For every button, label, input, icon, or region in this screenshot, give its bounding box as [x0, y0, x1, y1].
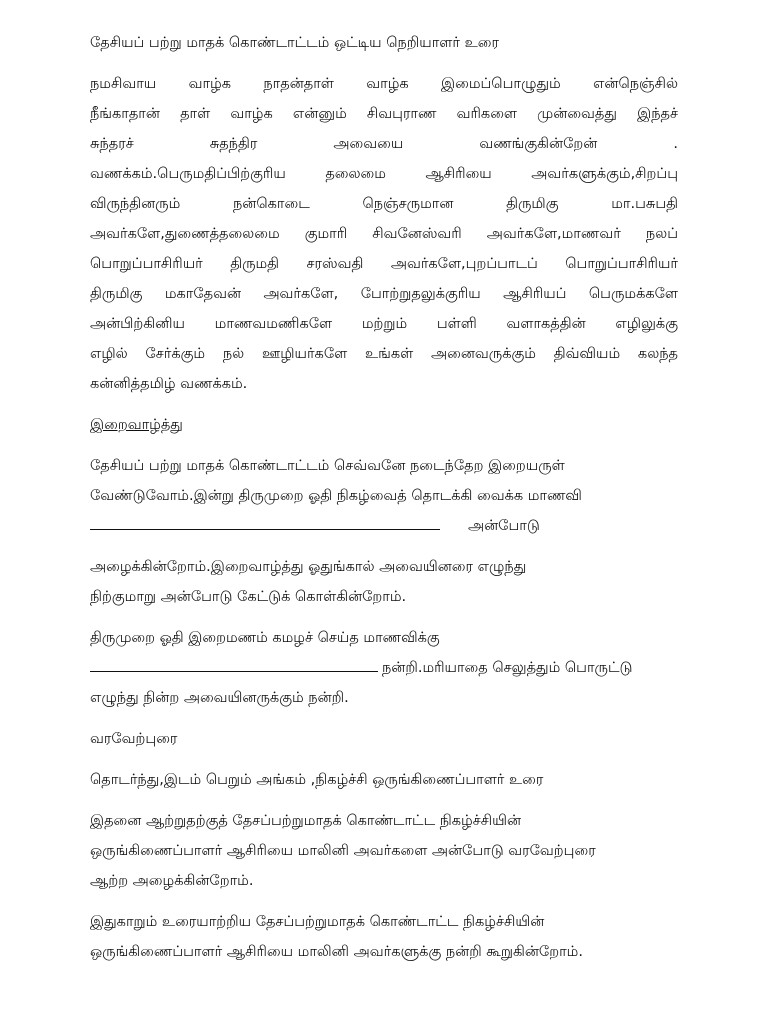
intro-paragraph — [90, 69, 678, 399]
next-line: தொடர்ந்து,இடம் பெறும் அங்கம் ,நிகழ்ச்சி ஒருங்கிணைப்பாளர் உரை — [90, 772, 544, 788]
document-page — [90, 28, 678, 978]
prayer-line: வேண்டுவோம்.இன்று திருமுறை ஓதி நிகழ்வைத் தொடக்கி வைக்க மாணவி — [90, 488, 582, 504]
invite-line: ஆற்ற அழைக்கின்றோம். — [90, 873, 254, 889]
title-text: தேசியப் பற்று மாதக் கொண்டாட்டம் ஒட்டிய நெறியாளர் உரை — [90, 35, 499, 51]
thanks-line: எழுந்து நின்ற அவையினருக்கும் நன்றி. — [90, 690, 349, 706]
intro-line: அவர்களே,துணைத்தலைமை குமாரி சிவனேஸ்வரி அவர்களே,மாணவர் நலப் — [90, 226, 678, 242]
intro-line: விருந்தினரும் நன்கொடை நெஞ்சருமான திருமிகு மா.பசுபதி — [90, 196, 678, 212]
invite-line: இதனை ஆற்றுதற்குத் தேசப்பற்றுமாதக் கொண்டாட்ட நிகழ்ச்சியின் — [90, 813, 522, 829]
intro-line: சுந்தரச் சுதந்திர அவையை வணங்குகின்றேன் . — [90, 136, 678, 152]
thanks-after-blank: நன்றி.மரியாதை செலுத்தும் பொருட்டு — [382, 660, 633, 676]
closing-paragraph — [90, 907, 678, 967]
intro-line: பொறுப்பாசிரியர் திருமதி சரஸ்வதி அவர்களே,புறப்பாடப் பொறுப்பாசிரியர் — [90, 256, 678, 272]
intro-line: அன்பிற்கினிய மாணவமணிகளே மற்றும் பள்ளி வளாகத்தின் எழிலுக்கு — [90, 316, 678, 332]
next-item-paragraph — [90, 765, 678, 795]
thanks-line: திருமுறை ஓதி இறைமணம் கமழச் செய்த மாணவிக்கு — [90, 630, 440, 646]
name-blank — [90, 657, 378, 672]
prayer-blank-line — [90, 511, 678, 541]
closing-line: ஒருங்கிணைப்பாளர் ஆசிரியை மாலினி அவர்களுக்கு நன்றி கூறுகின்றோம். — [90, 944, 583, 960]
invite-paragraph — [90, 806, 678, 896]
invite-line: ஒருங்கிணைப்பாளர் ஆசிரியை மாலினி அவர்களை அன்போடு வரவேற்புரை — [90, 843, 596, 859]
closing-line: இதுகாறும் உரையாற்றிய தேசப்பற்றுமாதக் கொண்டாட்ட நிகழ்ச்சியின் — [90, 914, 545, 930]
prayer-line: தேசியப் பற்று மாதக் கொண்டாட்டம் செவ்வனே நடைந்தேற இறையருள் — [90, 458, 565, 474]
intro-line: எழில் சேர்க்கும் நல் ஊழியர்களே உங்கள் அனைவருக்கும் திவ்வியம் கலந்த — [90, 346, 678, 362]
intro-line: திருமிகு மகாதேவன் அவர்களே, போற்றுதலுக்குரிய ஆசிரியப் பெருமக்களே — [90, 286, 678, 302]
thanks-paragraph — [90, 623, 678, 713]
name-blank — [90, 515, 440, 530]
welcome-heading-text: வரவேற்புரை — [90, 731, 178, 747]
document-title — [90, 28, 678, 58]
prayer-paragraph-2 — [90, 552, 678, 612]
prayer2-line: நிற்குமாறு அன்போடு கேட்டுக் கொள்கின்றோம். — [90, 589, 407, 605]
intro-line: நீங்காதான் தாள் வாழ்க என்னும் சிவபுராண வரிகளை முன்வைத்து இந்தச் — [90, 106, 678, 122]
prayer-heading — [90, 410, 678, 440]
thanks-blank-line — [90, 653, 678, 683]
prayer-heading-text: இறைவாழ்த்து — [90, 417, 183, 433]
welcome-heading — [90, 724, 678, 754]
prayer-after-blank: அன்போடு — [468, 518, 540, 534]
prayer-paragraph — [90, 451, 678, 541]
prayer2-line: அழைக்கின்றோம்.இறைவாழ்த்து ஓதுங்கால் அவையினரை எழுந்து — [90, 559, 527, 575]
intro-line: நமசிவாய வாழ்க நாதன்தாள் வாழ்க இமைப்பொழுதும் என்நெஞ்சில் — [90, 76, 678, 92]
intro-line: வணக்கம்.பெருமதிப்பிற்குரிய தலைமை ஆசிரியை அவர்களுக்கும்,சிறப்பு — [90, 166, 678, 182]
intro-line: கன்னித்தமிழ் வணக்கம். — [90, 376, 248, 392]
